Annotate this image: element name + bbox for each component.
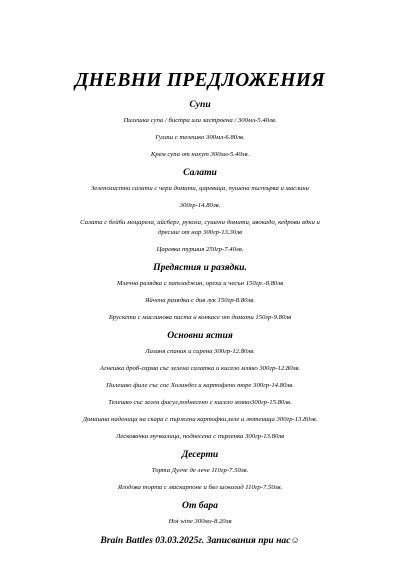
menu-item: Hot wine 300мл-8.20лв — [168, 518, 232, 525]
menu-item: дресинг от нар 300гр-13.30лв — [157, 229, 243, 236]
section-heading-bar: От бара — [182, 500, 218, 511]
menu-item: Лазаня спанак и сирена 300гр-12.80лв. — [145, 348, 255, 355]
menu-item: Пилешко филе със сос Холандез и картофено пюре 300гр-14.80лв. — [106, 382, 294, 389]
menu-item: Ягодова торта с маскарпоне и бял шоколад 110гр-7.50лв. — [117, 484, 283, 491]
section-heading-mains: Основни ястия — [167, 330, 233, 341]
section-heading-salads: Салати — [183, 167, 217, 178]
menu-item: Гулаш с телешко 300мл-6.80лв. — [155, 134, 245, 141]
menu-item: Зеленолистни салати с чери домати, царевица, пушена пъстърва и маслини — [90, 185, 310, 192]
menu-item: Брускети с маслинова паста и конкасе от домати 150гр-9.80лв — [108, 314, 292, 321]
menu-item: Млечна разядка с патладжан, орехи и чесън 150гр.-8.80лв — [116, 280, 284, 287]
menu-item: Яйчена разядка с див лук 150гр-8.80лв. — [145, 297, 255, 304]
menu-item: Лесковачка мучкалица, поднесена с пърленка 300гр-13.80лв — [115, 433, 285, 440]
menu-item: Телешко със зелен фасул,поднесено с кисело мляко300гр-15.80лв. — [108, 399, 292, 406]
event-announcement — [38, 534, 362, 547]
event-announcement-text: Brain Battles 03.03.2025г. Записвания при нас — [100, 535, 291, 546]
menu-item: Агнешка дроб-сарма със зелена салатка и кисело мляко 300гр-12.80лв. — [99, 365, 301, 372]
menu-item: 300гр-14.80лв. — [179, 202, 221, 209]
menu-item: Домашна наденица на скара с пържени картофки,зеле и лютеница 300гр-13.80лв. — [82, 416, 318, 423]
menu-item: Крем супа от нахут 300мл-5.40лв. — [150, 151, 250, 158]
menu-item: Торта Дулче де лече 110гр-7.50лв. — [151, 467, 249, 474]
page-title: ДНЕВНИ ПРЕДЛОЖЕНИЯ — [75, 70, 325, 91]
menu-item: Царевка туршия 250гр-7.40лв. — [156, 246, 244, 253]
smiley-icon: ☺ — [290, 535, 300, 545]
section-heading-desserts: Десерти — [181, 449, 219, 460]
section-heading-soups: Супи — [189, 99, 211, 110]
menu-item: Пилешка супа / бистра или застроена / 300мл-5.40лв. — [123, 117, 277, 124]
section-heading-starters: Предястия и разядки. — [153, 262, 247, 273]
menu-item: Салата с бейби моцарела, айсберг, рукола, сушени домати, авокадо, кедрови ядки и — [80, 219, 320, 226]
